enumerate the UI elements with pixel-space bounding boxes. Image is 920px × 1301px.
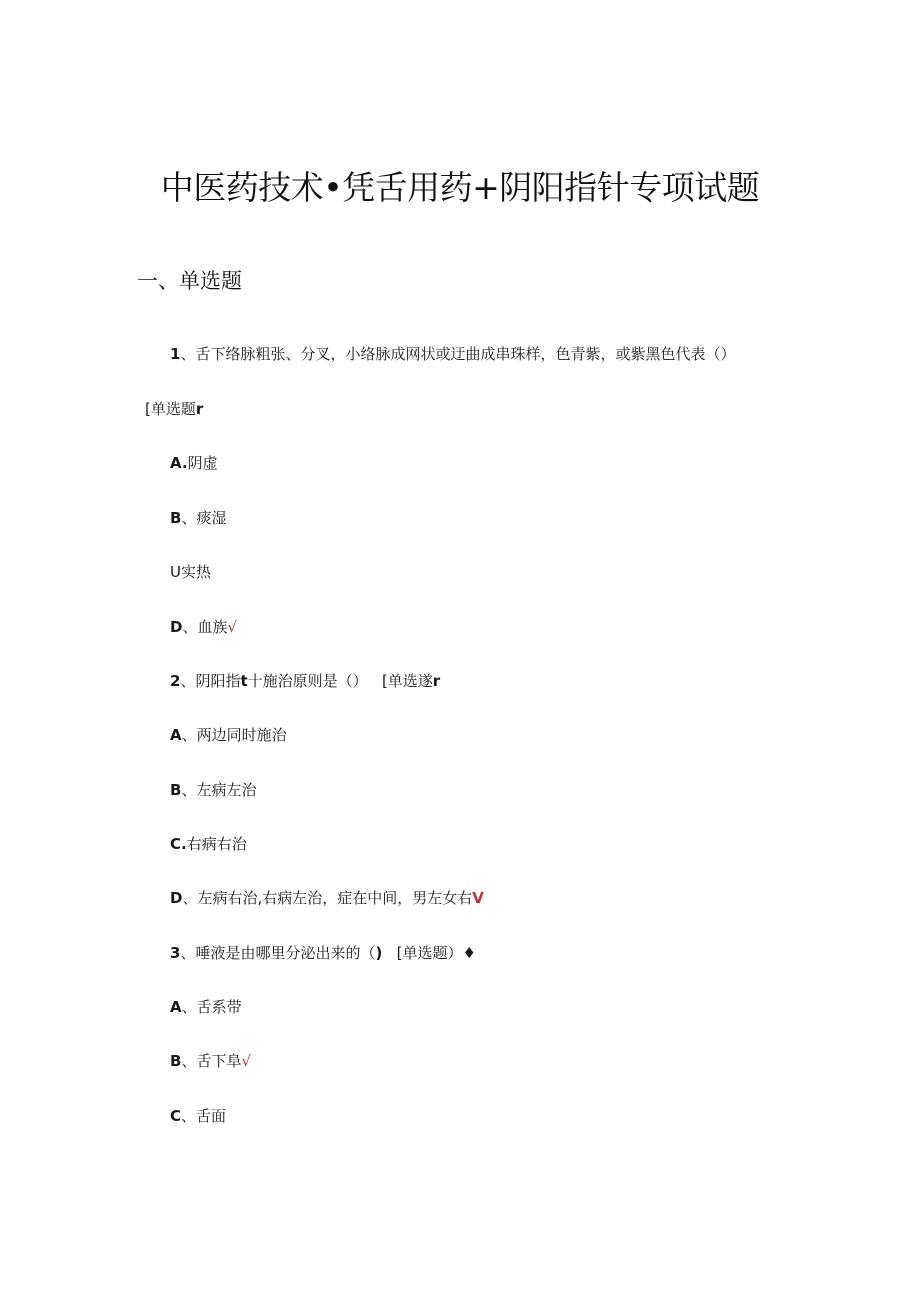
- document-title: 中医药技术•凭舌用药+阴阳指针专项试题: [160, 168, 760, 207]
- option-b: [170, 507, 226, 529]
- correct-check-icon: √: [227, 618, 238, 636]
- option-text: 、舌下阜: [181, 1052, 242, 1070]
- option-text: 、血族: [182, 618, 228, 636]
- question-text-fragment: t: [240, 672, 248, 690]
- option-text: 阴虚: [187, 454, 218, 472]
- section-heading: 一、单选题: [137, 269, 242, 293]
- tag-text: [单选题: [145, 400, 196, 418]
- option-text: 、两边同时施治: [181, 726, 287, 744]
- option-text: 、舌系带: [181, 998, 242, 1016]
- option-label: B: [170, 509, 182, 527]
- option-label: C.: [170, 835, 187, 853]
- option-d: [170, 887, 484, 909]
- question-number: 2: [170, 672, 181, 690]
- correct-mark-icon: V: [472, 889, 484, 907]
- option-text: U实热: [170, 563, 211, 581]
- question-text: 、阴阳指: [180, 672, 241, 690]
- question-text-rest: 十施治原则是（）: [247, 672, 382, 690]
- option-b: [170, 1050, 251, 1072]
- question-1: [170, 343, 735, 365]
- option-text: 、舌面: [181, 1107, 227, 1125]
- option-c: [170, 1105, 226, 1127]
- correct-check-icon: √: [241, 1052, 252, 1070]
- question-text: 、舌下络脉粗张、分叉，小络脉成网状或迂曲成串珠样，色青紫，或紫黑色代表（）: [180, 345, 736, 363]
- option-label: D: [170, 889, 183, 907]
- question-number: 1: [170, 345, 181, 363]
- option-a: [170, 452, 218, 474]
- option-label: A: [170, 998, 182, 1016]
- question-type-tag: [单选题）♦: [382, 944, 476, 962]
- option-c: [170, 561, 211, 583]
- question-3: [170, 942, 476, 964]
- option-a: [170, 996, 242, 1018]
- tag-suffix: r: [432, 672, 441, 690]
- question-paren: ): [375, 944, 383, 962]
- tag-suffix: r: [195, 400, 204, 418]
- option-label: B: [170, 781, 182, 799]
- question-text: 、唾液是由哪里分泌出来的（: [180, 944, 376, 962]
- option-text: 、痰湿: [181, 509, 227, 527]
- option-label: B: [170, 1052, 182, 1070]
- option-label: D: [170, 618, 183, 636]
- option-text: 、左病右治,右病左治，症在中间，男左女右: [182, 889, 473, 907]
- question-type-tag: [单选遂: [381, 672, 433, 690]
- question-2: [170, 670, 440, 692]
- option-text: 、左病左治: [181, 781, 257, 799]
- option-a: [170, 724, 287, 746]
- option-c: [170, 833, 247, 855]
- option-label: A: [170, 726, 182, 744]
- question-type-tag: [145, 398, 203, 420]
- option-d: [170, 616, 237, 638]
- option-label: A.: [170, 454, 188, 472]
- option-label: C: [170, 1107, 182, 1125]
- option-b: [170, 779, 256, 801]
- question-number: 3: [170, 944, 181, 962]
- option-text: 右病右治: [186, 835, 247, 853]
